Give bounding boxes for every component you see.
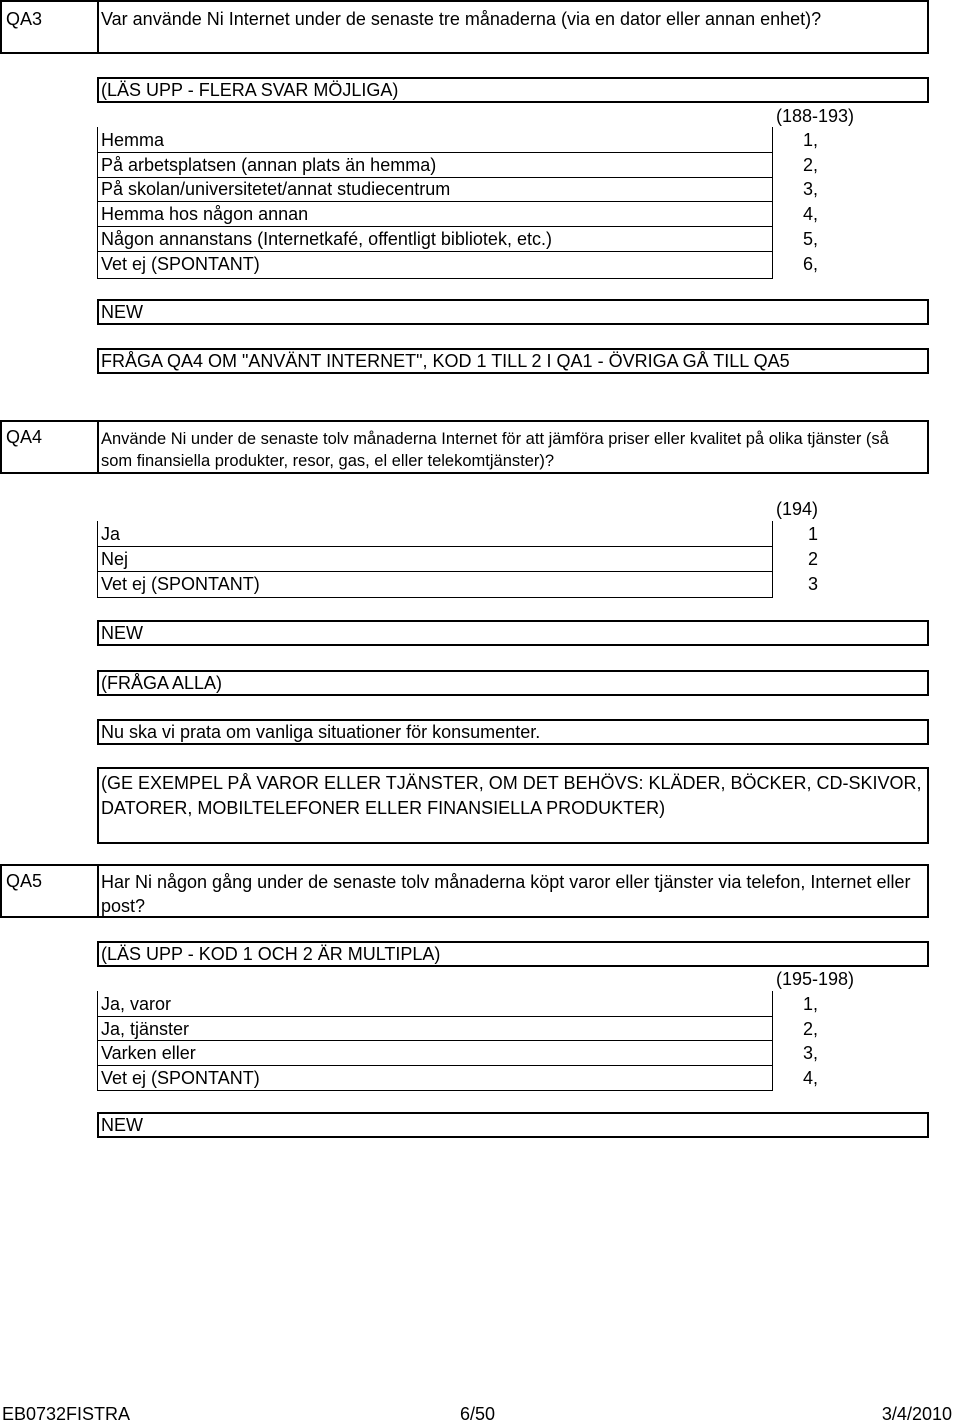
qa3-option-code: 3,	[803, 179, 819, 199]
qa5-option-code: 2,	[803, 1019, 819, 1039]
qa5-option-label: Ja, varor	[101, 994, 172, 1014]
qa5-option-code: 1,	[803, 994, 819, 1014]
footer-doc-id: EB0732FISTRA	[2, 1404, 131, 1424]
qa3-option-label: På arbetsplatsen (annan plats än hemma)	[101, 155, 437, 175]
qa4-examples: (GE EXEMPEL PÅ VAROR ELLER TJÄNSTER, OM DET BEHÖVS: KLÄDER, BÖCKER, CD-SKIVOR, DATORER, MOBILTELEFONER ELLER FINANSIELLA PRODUKTER)	[101, 773, 922, 818]
qa4-new-box	[97, 620, 929, 646]
qa5-code: QA5	[6, 871, 43, 891]
footer-date: 3/4/2010	[881, 1404, 952, 1424]
qa4-option-code: 3	[808, 574, 819, 594]
qa3-option-code: 5,	[803, 229, 819, 249]
qa3-option-code: 2,	[803, 155, 819, 175]
footer-page-number: 6/50	[460, 1404, 496, 1424]
qa5-option-code: 3,	[803, 1043, 819, 1063]
qa3-option-label: Vet ej (SPONTANT)	[101, 254, 260, 274]
qa3-instruction: (LÄS UPP - FLERA SVAR MÖJLIGA)	[101, 80, 399, 100]
qa5-option-label: Ja, tjänster	[101, 1019, 190, 1039]
qa4-option-label: Vet ej (SPONTANT)	[101, 574, 260, 594]
qa4-new-label: NEW	[101, 623, 143, 643]
qa3-option-code: 6,	[803, 254, 819, 274]
qa3-option-code: 4,	[803, 204, 819, 224]
qa5-option-label: Varken eller	[101, 1043, 196, 1063]
qa4-columns: (194)	[776, 499, 819, 519]
qa5-option-code: 4,	[803, 1068, 819, 1088]
qa3-option-label: Hemma hos någon annan	[101, 204, 309, 224]
qa4-option-code: 2	[808, 549, 819, 569]
qa3-question: Var använde Ni Internet under de senaste tre månaderna (via en dator eller annan enhet)?	[101, 9, 822, 29]
qa5-instruction: (LÄS UPP - KOD 1 OCH 2 ÄR MULTIPLA)	[101, 944, 441, 964]
qa5-columns: (195-198)	[776, 969, 855, 989]
qa5-new-box	[97, 1112, 929, 1138]
qa4-intro: Nu ska vi prata om vanliga situationer för konsumenter.	[101, 722, 541, 742]
qa4-option-label: Ja	[101, 524, 121, 544]
qa4-option-label: Nej	[101, 549, 129, 569]
qa4-ask-all: (FRÅGA ALLA)	[101, 673, 223, 693]
qa3-option-label: Hemma	[101, 130, 165, 150]
qa5-new-label: NEW	[101, 1115, 143, 1135]
qa3-option-label: Någon annanstans (Internetkafé, offentligt bibliotek, etc.)	[101, 229, 552, 249]
qa3-code: QA3	[6, 9, 43, 29]
qa5-question: Har Ni någon gång under de senaste tolv månaderna köpt varor eller tjänster via telefon, Internet eller post?	[101, 872, 911, 916]
qa3-option-code: 1,	[803, 130, 819, 150]
qa3-columns: (188-193)	[776, 106, 855, 126]
qa4-option-code: 1	[808, 524, 819, 544]
qa3-new-box	[97, 299, 929, 325]
qa3-option-label: På skolan/universitetet/annat studiecentrum	[101, 179, 451, 199]
qa4-question: Använde Ni under de senaste tolv månaderna Internet för att jämföra priser eller kvalitet på olika tjänster (så som finansiella produkter, resor, gas, el eller telekomtjänster)?	[101, 430, 889, 470]
qa4-code: QA4	[6, 427, 43, 447]
qa3-new-label: NEW	[101, 302, 143, 322]
qa3-filter-instruction: FRÅGA QA4 OM "ANVÄNT INTERNET", KOD 1 TILL 2 I QA1 - ÖVRIGA GÅ TILL QA5	[101, 351, 790, 371]
qa5-option-label: Vet ej (SPONTANT)	[101, 1068, 260, 1088]
